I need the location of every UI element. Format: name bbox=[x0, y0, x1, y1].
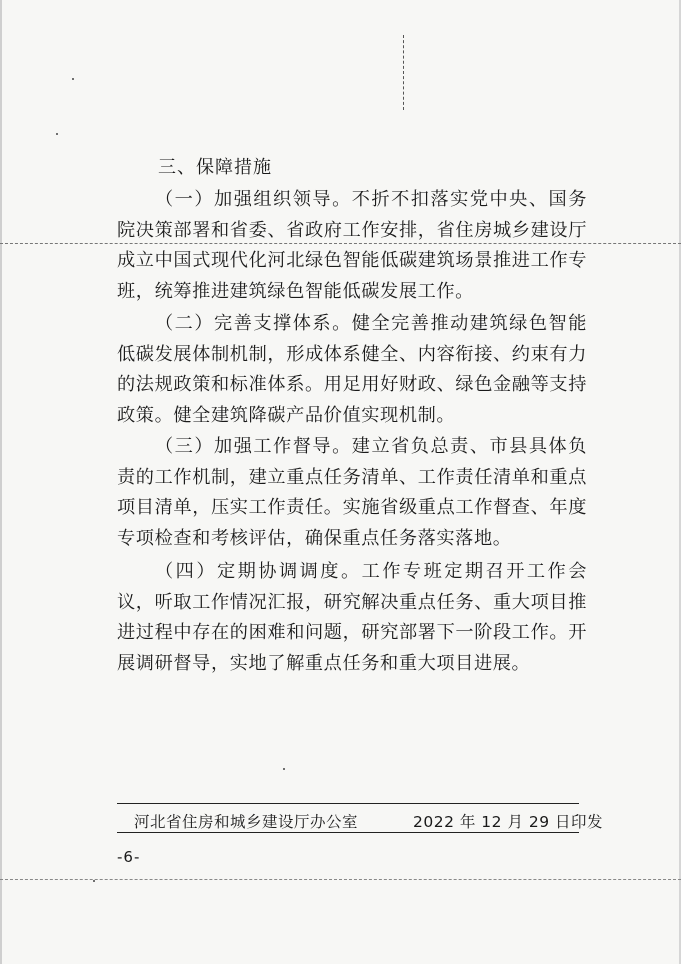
scan-speck bbox=[93, 880, 95, 882]
section-heading: 三、保障措施 bbox=[158, 157, 272, 178]
issuing-organization: 河北省住房和城乡建设厅办公室 bbox=[134, 813, 359, 831]
scan-speck bbox=[56, 133, 58, 135]
scan-edge-left bbox=[0, 0, 2, 964]
footer-rule-top bbox=[117, 803, 579, 804]
footer-rule-bottom bbox=[117, 832, 579, 833]
paragraph-organization: （一）加强组织领导。不折不扣落实党中央、国务院决策部署和省委、省政府工作安排，省住房城乡建设厅成立中国式现代化河北绿色智能低碳建筑场景推进工作专班，统筹推进建筑绿色智能低碳发展工作。 bbox=[117, 189, 587, 302]
issue-date: 2022 年 12 月 29 日印发 bbox=[413, 813, 604, 831]
paragraph-support-system: （二）完善支撑体系。健全完善推动建筑绿色智能低碳发展体制机制，形成体系健全、内容衔接、约束有力的法规政策和标准体系。用足用好财政、绿色金融等支持政策。健全建筑降碳产品价值实现机制。 bbox=[117, 313, 587, 426]
scan-speck bbox=[72, 78, 74, 80]
binding-mark bbox=[403, 35, 404, 110]
page-number: -6- bbox=[117, 848, 141, 866]
paragraph-supervision: （三）加强工作督导。建立省负总责、市县具体负责的工作机制，建立重点任务清单、工作责任清单和重点项目清单，压实工作责任。实施省级重点工作督查、年度专项检查和考核评估，确保重点任务落实落地。 bbox=[117, 436, 587, 549]
paragraph-coordination: （四）定期协调调度。工作专班定期召开工作会议，听取工作情况汇报，研究解决重点任务、重大项目推进过程中存在的困难和问题，研究部署下一阶段工作。开展调研督导，实地了解重点任务和重大项目进展。 bbox=[117, 561, 587, 674]
scan-speck bbox=[283, 768, 285, 770]
scan-bottom-edge bbox=[0, 879, 681, 880]
